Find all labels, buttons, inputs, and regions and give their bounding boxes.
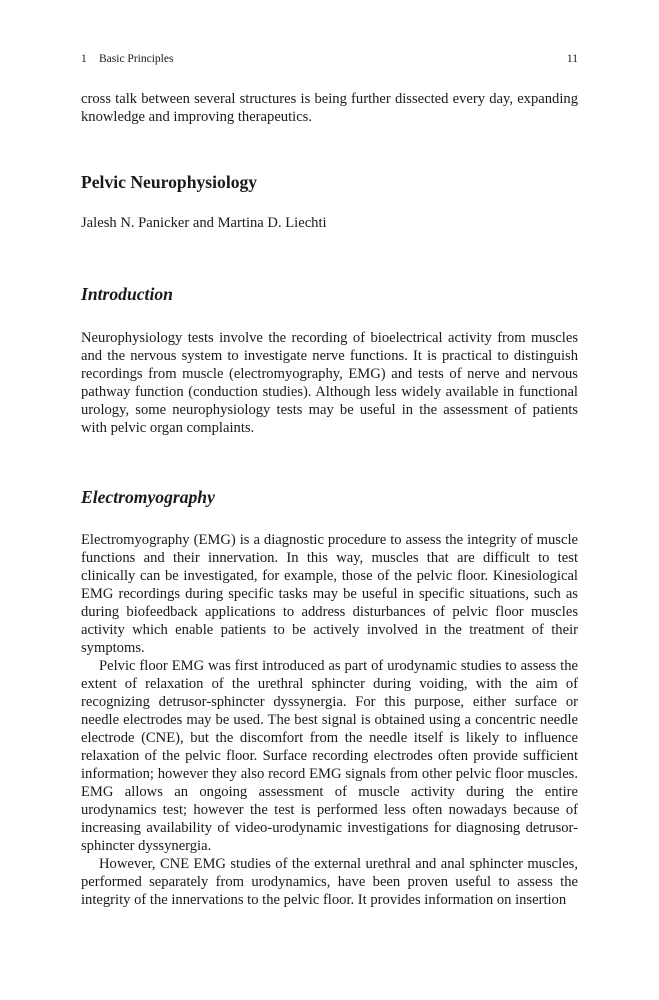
introduction-heading: Introduction — [81, 284, 173, 304]
section-authors: Jalesh N. Panicker and Martina D. Liechti — [81, 215, 327, 231]
running-header — [81, 52, 578, 66]
page-number: 11 — [566, 53, 578, 65]
introduction-body — [81, 329, 578, 437]
introduction-paragraph: Neurophysiology tests involve the recording of bioelectrical activity from muscles and the nervous system to investigate nerve functions. It is practical to distinguish recordings from muscle (electromyography, EMG) and tests of nerve and nervous pathway function (conduction studies). Although less widely available in functional urology, some neurophysiology tests may be useful in the assessment of patients with pelvic organ complaints. — [81, 330, 578, 436]
section-title: Pelvic Neurophysiology — [81, 172, 258, 192]
emg-paragraph-2: Pelvic floor EMG was first introduced as part of urodynamic studies to assess the extent of relaxation of the urethral sphincter during voiding, with the aim of recognizing detrusor-sphincter dyssynergia. For this purpose, either surface or needle electrodes may be used. The best signal is obtained using a concentric needle electrode (CNE), but the discomfort from the needle itself is likely to influence relaxation of the pelvic floor. Surface recording electrodes often provide sufficient information; however they also record EMG signals from other pelvic floor muscles. EMG allows an ongoing assessment of muscle activity during the entire urodynamics test; however the test is performed less often nowadays because of increasing availability of video-urodynamic investigations for diagnosing detrusor-sphincter dyssynergia. — [81, 658, 578, 854]
emg-paragraph-1: Electromyography (EMG) is a diagnostic procedure to assess the integrity of muscle functions and their innervation. In this way, muscles that are difficult to test clinically can be investigated, for example, those of the pelvic floor. Kinesiological EMG recordings during specific tasks may be useful in specific situations, such as during biofeedback applications to address disturbances of pelvic floor muscles activity which enable patients to be actively involved in the treatment of their symptoms. — [81, 532, 578, 656]
electromyography-heading: Electromyography — [81, 487, 215, 507]
emg-paragraph-3: However, CNE EMG studies of the external urethral and anal sphincter muscles, performed separately from urodynamics, have been proven useful to assess the integrity of the innervations to the pelvic floor. It provides information on insertion — [81, 856, 578, 908]
electromyography-body — [81, 531, 578, 909]
chapter-number: 1 — [81, 53, 87, 65]
chapter-title: Basic Principles — [99, 53, 174, 65]
continued-paragraph: cross talk between several structures is being further dissected every day, expanding knowledge and improving therapeutics. — [81, 91, 578, 125]
